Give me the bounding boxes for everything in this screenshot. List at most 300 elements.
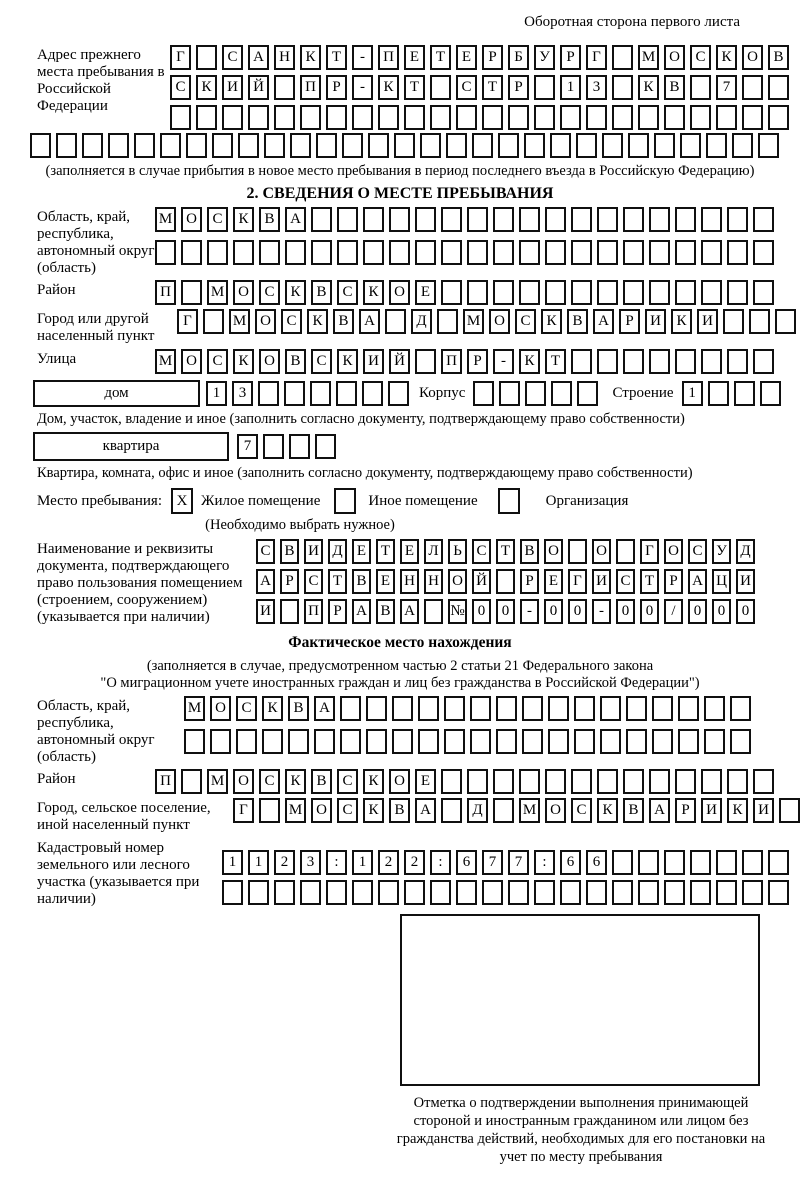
char-cell[interactable] <box>415 207 436 232</box>
char-cell[interactable] <box>444 696 465 721</box>
char-cell[interactable] <box>664 850 685 875</box>
char-cell[interactable]: О <box>489 309 510 334</box>
char-cell[interactable]: Р <box>326 75 347 100</box>
apartment-type-box[interactable]: квартира <box>33 432 229 461</box>
char-cell[interactable]: - <box>520 599 539 624</box>
char-cell[interactable]: : <box>534 850 555 875</box>
char-cell[interactable]: Т <box>545 349 566 374</box>
char-cell[interactable] <box>508 880 529 905</box>
char-cell[interactable]: Е <box>544 569 563 594</box>
char-cell[interactable] <box>258 381 279 406</box>
char-cell[interactable] <box>467 240 488 265</box>
char-cell[interactable] <box>314 729 335 754</box>
char-cell[interactable]: К <box>262 696 283 721</box>
char-cell[interactable]: А <box>314 696 335 721</box>
char-cell[interactable]: А <box>593 309 614 334</box>
char-cell[interactable] <box>753 240 774 265</box>
char-cell[interactable]: С <box>337 280 358 305</box>
char-cell[interactable]: 3 <box>232 381 253 406</box>
char-cell[interactable]: И <box>697 309 718 334</box>
char-cell[interactable]: И <box>256 599 275 624</box>
char-cell[interactable] <box>534 75 555 100</box>
char-cell[interactable]: О <box>545 798 566 823</box>
char-cell[interactable] <box>456 105 477 130</box>
char-cell[interactable] <box>108 133 129 158</box>
char-cell[interactable] <box>675 240 696 265</box>
char-cell[interactable] <box>550 133 571 158</box>
char-cell[interactable]: С <box>236 696 257 721</box>
char-cell[interactable]: 3 <box>586 75 607 100</box>
char-cell[interactable] <box>404 105 425 130</box>
char-cell[interactable]: О <box>664 45 685 70</box>
char-cell[interactable] <box>690 880 711 905</box>
char-cell[interactable] <box>571 280 592 305</box>
char-cell[interactable] <box>652 729 673 754</box>
char-cell[interactable] <box>181 240 202 265</box>
char-cell[interactable]: Д <box>736 539 755 564</box>
char-cell[interactable] <box>378 880 399 905</box>
char-cell[interactable]: М <box>229 309 250 334</box>
char-cell[interactable] <box>342 133 363 158</box>
char-cell[interactable]: О <box>742 45 763 70</box>
char-cell[interactable]: С <box>337 798 358 823</box>
char-cell[interactable] <box>680 133 701 158</box>
char-cell[interactable]: К <box>671 309 692 334</box>
char-cell[interactable]: П <box>155 769 176 794</box>
char-cell[interactable] <box>233 240 254 265</box>
char-cell[interactable]: К <box>363 798 384 823</box>
char-cell[interactable] <box>519 207 540 232</box>
char-cell[interactable]: Р <box>467 349 488 374</box>
char-cell[interactable] <box>760 381 781 406</box>
char-cell[interactable]: П <box>155 280 176 305</box>
char-cell[interactable] <box>638 880 659 905</box>
char-cell[interactable]: В <box>311 280 332 305</box>
char-cell[interactable]: В <box>259 207 280 232</box>
char-cell[interactable] <box>385 309 406 334</box>
char-cell[interactable]: 7 <box>716 75 737 100</box>
char-cell[interactable]: Е <box>456 45 477 70</box>
char-cell[interactable]: Р <box>482 45 503 70</box>
char-cell[interactable] <box>186 133 207 158</box>
char-cell[interactable] <box>181 280 202 305</box>
char-cell[interactable] <box>392 729 413 754</box>
char-cell[interactable] <box>196 45 217 70</box>
char-cell[interactable]: Р <box>560 45 581 70</box>
char-cell[interactable] <box>340 729 361 754</box>
char-cell[interactable]: Р <box>675 798 696 823</box>
char-cell[interactable]: № <box>448 599 467 624</box>
char-cell[interactable] <box>716 105 737 130</box>
char-cell[interactable] <box>248 880 269 905</box>
char-cell[interactable]: Д <box>411 309 432 334</box>
char-cell[interactable]: О <box>448 569 467 594</box>
char-cell[interactable] <box>363 207 384 232</box>
char-cell[interactable] <box>701 349 722 374</box>
char-cell[interactable]: О <box>592 539 611 564</box>
char-cell[interactable] <box>274 75 295 100</box>
char-cell[interactable] <box>392 696 413 721</box>
char-cell[interactable]: / <box>664 599 683 624</box>
char-cell[interactable] <box>638 105 659 130</box>
char-cell[interactable] <box>498 133 519 158</box>
char-cell[interactable]: И <box>222 75 243 100</box>
char-cell[interactable] <box>571 769 592 794</box>
char-cell[interactable]: С <box>222 45 243 70</box>
char-cell[interactable]: 1 <box>352 850 373 875</box>
char-cell[interactable]: Т <box>496 539 515 564</box>
char-cell[interactable]: Н <box>400 569 419 594</box>
char-cell[interactable]: 0 <box>640 599 659 624</box>
char-cell[interactable] <box>732 133 753 158</box>
char-cell[interactable] <box>280 599 299 624</box>
char-cell[interactable] <box>664 880 685 905</box>
char-cell[interactable]: 7 <box>237 434 258 459</box>
char-cell[interactable]: В <box>280 539 299 564</box>
char-cell[interactable] <box>775 309 796 334</box>
char-cell[interactable]: 0 <box>472 599 491 624</box>
char-cell[interactable]: С <box>170 75 191 100</box>
char-cell[interactable]: В <box>567 309 588 334</box>
char-cell[interactable] <box>424 599 443 624</box>
char-cell[interactable] <box>652 696 673 721</box>
char-cell[interactable] <box>378 105 399 130</box>
char-cell[interactable]: Н <box>424 569 443 594</box>
char-cell[interactable]: 2 <box>404 850 425 875</box>
char-cell[interactable]: 7 <box>482 850 503 875</box>
char-cell[interactable] <box>134 133 155 158</box>
char-cell[interactable]: 0 <box>688 599 707 624</box>
char-cell[interactable]: - <box>352 45 373 70</box>
char-cell[interactable] <box>207 240 228 265</box>
char-cell[interactable] <box>768 880 789 905</box>
char-cell[interactable] <box>675 349 696 374</box>
char-cell[interactable] <box>768 850 789 875</box>
char-cell[interactable] <box>548 696 569 721</box>
char-cell[interactable]: 0 <box>568 599 587 624</box>
char-cell[interactable] <box>577 381 598 406</box>
char-cell[interactable] <box>568 539 587 564</box>
char-cell[interactable] <box>649 207 670 232</box>
char-cell[interactable]: Е <box>376 569 395 594</box>
char-cell[interactable] <box>300 880 321 905</box>
char-cell[interactable]: Г <box>177 309 198 334</box>
char-cell[interactable] <box>560 880 581 905</box>
char-cell[interactable] <box>586 105 607 130</box>
char-cell[interactable] <box>430 880 451 905</box>
char-cell[interactable] <box>285 240 306 265</box>
char-cell[interactable] <box>472 133 493 158</box>
char-cell[interactable]: К <box>378 75 399 100</box>
char-cell[interactable] <box>300 105 321 130</box>
char-cell[interactable] <box>496 729 517 754</box>
char-cell[interactable] <box>675 769 696 794</box>
char-cell[interactable] <box>690 105 711 130</box>
char-cell[interactable]: И <box>304 539 323 564</box>
char-cell[interactable] <box>467 207 488 232</box>
char-cell[interactable]: К <box>519 349 540 374</box>
char-cell[interactable]: Д <box>467 798 488 823</box>
char-cell[interactable]: И <box>645 309 666 334</box>
char-cell[interactable]: Е <box>352 539 371 564</box>
char-cell[interactable]: 0 <box>544 599 563 624</box>
char-cell[interactable] <box>441 240 462 265</box>
char-cell[interactable] <box>441 207 462 232</box>
char-cell[interactable]: К <box>716 45 737 70</box>
char-cell[interactable]: О <box>233 769 254 794</box>
char-cell[interactable]: О <box>311 798 332 823</box>
char-cell[interactable]: С <box>690 45 711 70</box>
char-cell[interactable]: И <box>592 569 611 594</box>
char-cell[interactable] <box>704 729 725 754</box>
char-cell[interactable] <box>499 381 520 406</box>
char-cell[interactable] <box>545 280 566 305</box>
char-cell[interactable] <box>649 240 670 265</box>
char-cell[interactable] <box>259 240 280 265</box>
char-cell[interactable] <box>493 207 514 232</box>
char-cell[interactable] <box>222 105 243 130</box>
char-cell[interactable]: У <box>534 45 555 70</box>
char-cell[interactable]: М <box>207 280 228 305</box>
char-cell[interactable]: В <box>389 798 410 823</box>
char-cell[interactable] <box>522 696 543 721</box>
char-cell[interactable] <box>388 381 409 406</box>
char-cell[interactable] <box>155 240 176 265</box>
char-cell[interactable]: Е <box>400 539 419 564</box>
char-cell[interactable]: О <box>664 539 683 564</box>
char-cell[interactable]: А <box>400 599 419 624</box>
char-cell[interactable]: 1 <box>206 381 227 406</box>
char-cell[interactable]: М <box>638 45 659 70</box>
char-cell[interactable] <box>649 769 670 794</box>
char-cell[interactable]: К <box>196 75 217 100</box>
char-cell[interactable]: Й <box>248 75 269 100</box>
char-cell[interactable]: - <box>592 599 611 624</box>
char-cell[interactable]: Т <box>376 539 395 564</box>
char-cell[interactable] <box>274 880 295 905</box>
char-cell[interactable] <box>612 45 633 70</box>
char-cell[interactable] <box>612 75 633 100</box>
char-cell[interactable] <box>238 133 259 158</box>
char-cell[interactable]: А <box>415 798 436 823</box>
char-cell[interactable]: Н <box>274 45 295 70</box>
char-cell[interactable] <box>723 309 744 334</box>
char-cell[interactable] <box>701 207 722 232</box>
char-cell[interactable]: А <box>352 599 371 624</box>
char-cell[interactable]: К <box>597 798 618 823</box>
char-cell[interactable] <box>753 207 774 232</box>
char-cell[interactable] <box>259 798 280 823</box>
char-cell[interactable]: Т <box>328 569 347 594</box>
char-cell[interactable] <box>363 240 384 265</box>
char-cell[interactable]: 1 <box>248 850 269 875</box>
char-cell[interactable] <box>597 280 618 305</box>
char-cell[interactable]: О <box>544 539 563 564</box>
char-cell[interactable]: В <box>768 45 789 70</box>
char-cell[interactable] <box>753 280 774 305</box>
char-cell[interactable]: А <box>256 569 275 594</box>
char-cell[interactable]: К <box>337 349 358 374</box>
char-cell[interactable] <box>571 240 592 265</box>
char-cell[interactable] <box>749 309 770 334</box>
char-cell[interactable]: Т <box>326 45 347 70</box>
char-cell[interactable]: В <box>333 309 354 334</box>
char-cell[interactable]: А <box>359 309 380 334</box>
char-cell[interactable]: В <box>352 569 371 594</box>
char-cell[interactable] <box>467 769 488 794</box>
char-cell[interactable]: К <box>363 280 384 305</box>
other-premises-checkbox[interactable] <box>334 488 356 514</box>
char-cell[interactable] <box>289 434 310 459</box>
char-cell[interactable] <box>690 75 711 100</box>
char-cell[interactable]: С <box>281 309 302 334</box>
char-cell[interactable] <box>626 696 647 721</box>
char-cell[interactable]: Й <box>472 569 491 594</box>
char-cell[interactable]: Д <box>328 539 347 564</box>
char-cell[interactable]: М <box>184 696 205 721</box>
char-cell[interactable]: Г <box>568 569 587 594</box>
char-cell[interactable] <box>612 850 633 875</box>
char-cell[interactable] <box>248 105 269 130</box>
char-cell[interactable] <box>576 133 597 158</box>
char-cell[interactable] <box>753 349 774 374</box>
char-cell[interactable] <box>362 381 383 406</box>
char-cell[interactable] <box>560 105 581 130</box>
char-cell[interactable] <box>675 280 696 305</box>
char-cell[interactable] <box>545 769 566 794</box>
char-cell[interactable]: М <box>207 769 228 794</box>
char-cell[interactable] <box>196 105 217 130</box>
char-cell[interactable] <box>519 280 540 305</box>
char-cell[interactable] <box>742 850 763 875</box>
char-cell[interactable] <box>212 133 233 158</box>
char-cell[interactable] <box>418 696 439 721</box>
char-cell[interactable] <box>181 769 202 794</box>
char-cell[interactable] <box>534 105 555 130</box>
char-cell[interactable]: М <box>463 309 484 334</box>
char-cell[interactable] <box>519 240 540 265</box>
char-cell[interactable]: М <box>155 349 176 374</box>
char-cell[interactable] <box>701 240 722 265</box>
char-cell[interactable] <box>56 133 77 158</box>
char-cell[interactable]: Р <box>328 599 347 624</box>
char-cell[interactable]: П <box>300 75 321 100</box>
char-cell[interactable]: С <box>259 280 280 305</box>
char-cell[interactable]: 2 <box>378 850 399 875</box>
char-cell[interactable]: В <box>623 798 644 823</box>
char-cell[interactable] <box>597 769 618 794</box>
char-cell[interactable] <box>701 280 722 305</box>
char-cell[interactable]: Й <box>389 349 410 374</box>
char-cell[interactable]: 1 <box>682 381 703 406</box>
char-cell[interactable] <box>742 880 763 905</box>
char-cell[interactable] <box>274 105 295 130</box>
char-cell[interactable] <box>571 349 592 374</box>
char-cell[interactable]: О <box>389 769 410 794</box>
char-cell[interactable]: О <box>255 309 276 334</box>
char-cell[interactable] <box>30 133 51 158</box>
char-cell[interactable] <box>311 240 332 265</box>
char-cell[interactable] <box>571 207 592 232</box>
char-cell[interactable] <box>602 133 623 158</box>
char-cell[interactable] <box>716 850 737 875</box>
char-cell[interactable] <box>315 434 336 459</box>
char-cell[interactable]: О <box>181 349 202 374</box>
char-cell[interactable] <box>366 729 387 754</box>
char-cell[interactable] <box>768 75 789 100</box>
char-cell[interactable]: К <box>233 207 254 232</box>
char-cell[interactable] <box>446 133 467 158</box>
char-cell[interactable]: Е <box>415 280 436 305</box>
char-cell[interactable]: В <box>285 349 306 374</box>
char-cell[interactable]: О <box>259 349 280 374</box>
char-cell[interactable]: С <box>259 769 280 794</box>
char-cell[interactable] <box>337 207 358 232</box>
char-cell[interactable] <box>316 133 337 158</box>
char-cell[interactable] <box>768 105 789 130</box>
char-cell[interactable] <box>597 207 618 232</box>
char-cell[interactable] <box>389 240 410 265</box>
char-cell[interactable] <box>586 880 607 905</box>
char-cell[interactable]: С <box>472 539 491 564</box>
char-cell[interactable] <box>623 769 644 794</box>
char-cell[interactable]: В <box>520 539 539 564</box>
char-cell[interactable]: Р <box>664 569 683 594</box>
char-cell[interactable] <box>753 769 774 794</box>
char-cell[interactable] <box>706 133 727 158</box>
organization-checkbox[interactable] <box>498 488 520 514</box>
char-cell[interactable] <box>727 769 748 794</box>
char-cell[interactable] <box>340 696 361 721</box>
char-cell[interactable]: В <box>288 696 309 721</box>
char-cell[interactable]: О <box>389 280 410 305</box>
char-cell[interactable]: С <box>207 207 228 232</box>
char-cell[interactable]: И <box>701 798 722 823</box>
char-cell[interactable] <box>236 729 257 754</box>
char-cell[interactable]: 1 <box>222 850 243 875</box>
char-cell[interactable]: 1 <box>560 75 581 100</box>
char-cell[interactable]: 3 <box>300 850 321 875</box>
char-cell[interactable]: С <box>616 569 635 594</box>
char-cell[interactable] <box>170 105 191 130</box>
char-cell[interactable] <box>623 240 644 265</box>
char-cell[interactable]: П <box>378 45 399 70</box>
char-cell[interactable] <box>290 133 311 158</box>
char-cell[interactable]: - <box>352 75 373 100</box>
char-cell[interactable]: : <box>326 850 347 875</box>
char-cell[interactable] <box>519 769 540 794</box>
char-cell[interactable] <box>623 349 644 374</box>
char-cell[interactable]: К <box>233 349 254 374</box>
char-cell[interactable]: 0 <box>496 599 515 624</box>
char-cell[interactable] <box>482 880 503 905</box>
char-cell[interactable] <box>545 240 566 265</box>
house-type-box[interactable]: дом <box>33 380 200 407</box>
char-cell[interactable]: К <box>363 769 384 794</box>
char-cell[interactable] <box>742 105 763 130</box>
char-cell[interactable]: 6 <box>560 850 581 875</box>
char-cell[interactable]: Г <box>233 798 254 823</box>
char-cell[interactable] <box>600 729 621 754</box>
char-cell[interactable]: С <box>311 349 332 374</box>
char-cell[interactable]: И <box>753 798 774 823</box>
char-cell[interactable] <box>222 880 243 905</box>
char-cell[interactable] <box>730 696 751 721</box>
char-cell[interactable]: И <box>736 569 755 594</box>
char-cell[interactable] <box>701 769 722 794</box>
char-cell[interactable] <box>522 729 543 754</box>
char-cell[interactable]: М <box>285 798 306 823</box>
